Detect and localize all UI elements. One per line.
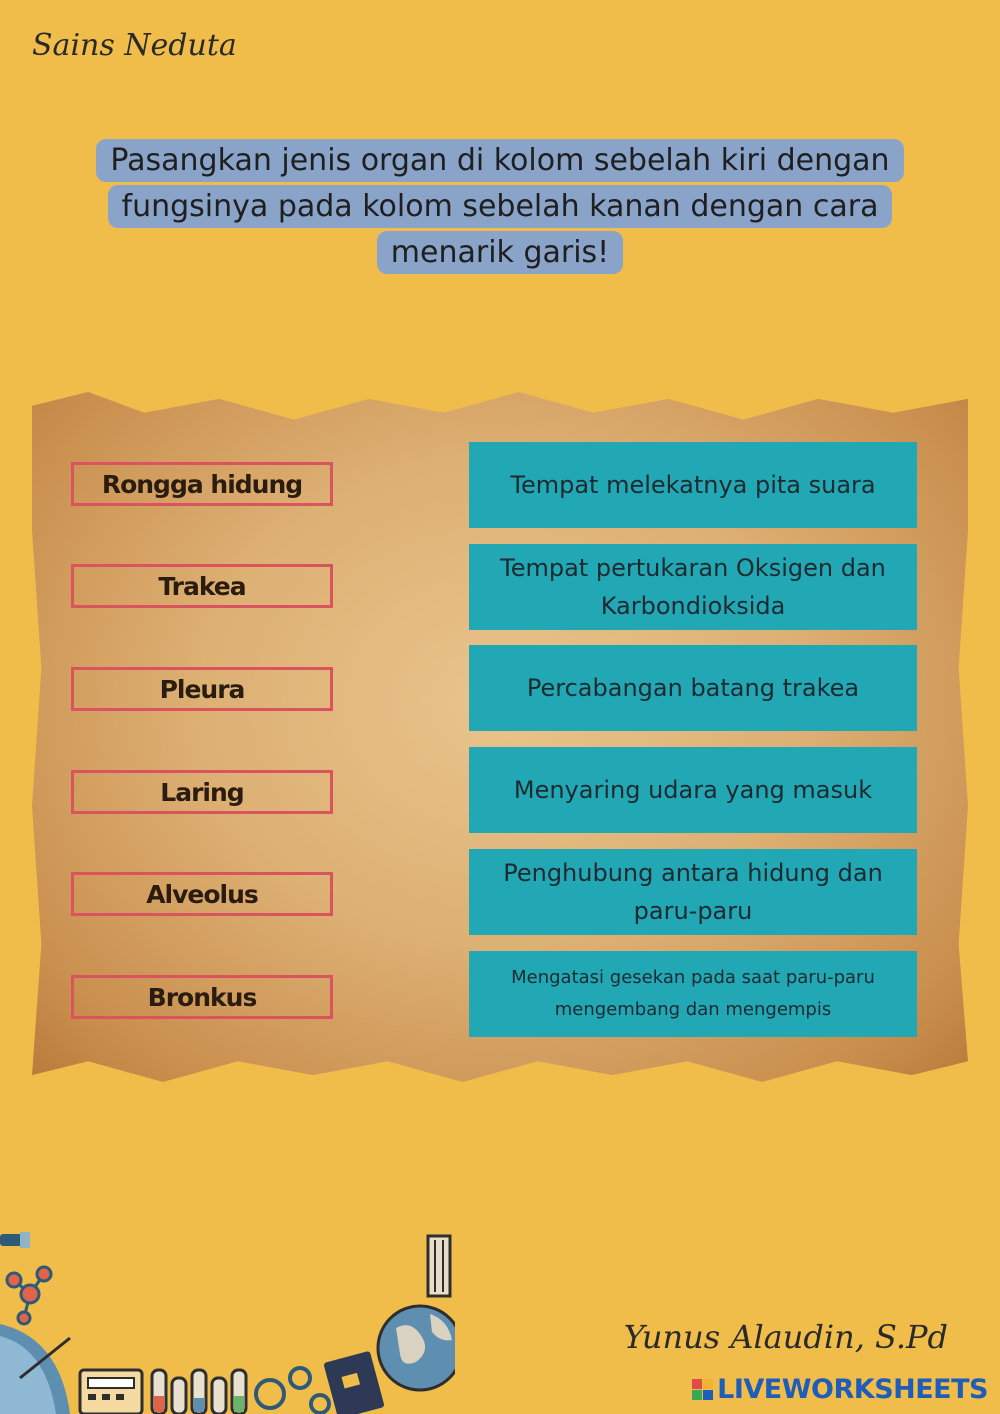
brand-title: Sains Neduta [32, 28, 237, 63]
function-box-pita-suara[interactable]: Tempat melekatnya pita suara [469, 442, 917, 528]
satellite-dish-icon [0, 1324, 70, 1414]
liveworksheets-logo-icon [692, 1379, 713, 1400]
function-box-percabangan-trakea[interactable]: Percabangan batang trakea [469, 645, 917, 731]
organ-box-bronkus[interactable]: Bronkus [71, 975, 333, 1019]
column-icon [428, 1236, 450, 1296]
globe-icon [378, 1306, 455, 1390]
microscope-icon [0, 1232, 30, 1248]
organ-box-alveolus[interactable]: Alveolus [71, 872, 333, 916]
liveworksheets-text: LIVEWORKSHEETS [717, 1374, 988, 1405]
gears-icon [256, 1368, 329, 1413]
instruction-box [80, 138, 920, 276]
function-box-penghubung[interactable]: Penghubung antara hidung dan paru-paru [469, 849, 917, 935]
function-box-menyaring-udara[interactable]: Menyaring udara yang masuk [469, 747, 917, 833]
science-illustration [0, 1228, 455, 1414]
instruction-text: Pasangkan jenis organ di kolom sebelah kiri dengan fungsinya pada kolom sebelah kanan dengan cara menarik garis! [96, 139, 903, 274]
function-box-pertukaran-gas[interactable]: Tempat pertukaran Oksigen dan Karbondioksida [469, 544, 917, 630]
book-icon [323, 1351, 384, 1414]
organ-box-trakea[interactable]: Trakea [71, 564, 333, 608]
author-signature: Yunus Alaudin, S.Pd [623, 1318, 948, 1356]
liveworksheets-watermark [692, 1374, 988, 1405]
test-tubes-icon [152, 1370, 246, 1414]
organ-box-pleura[interactable]: Pleura [71, 667, 333, 711]
organ-box-laring[interactable]: Laring [71, 770, 333, 814]
calculator-icon [80, 1370, 142, 1414]
molecule-icon [7, 1267, 51, 1324]
organ-box-rongga-hidung[interactable]: Rongga hidung [71, 462, 333, 506]
function-box-gesekan[interactable]: Mengatasi gesekan pada saat paru-paru mengembang dan mengempis [469, 951, 917, 1037]
